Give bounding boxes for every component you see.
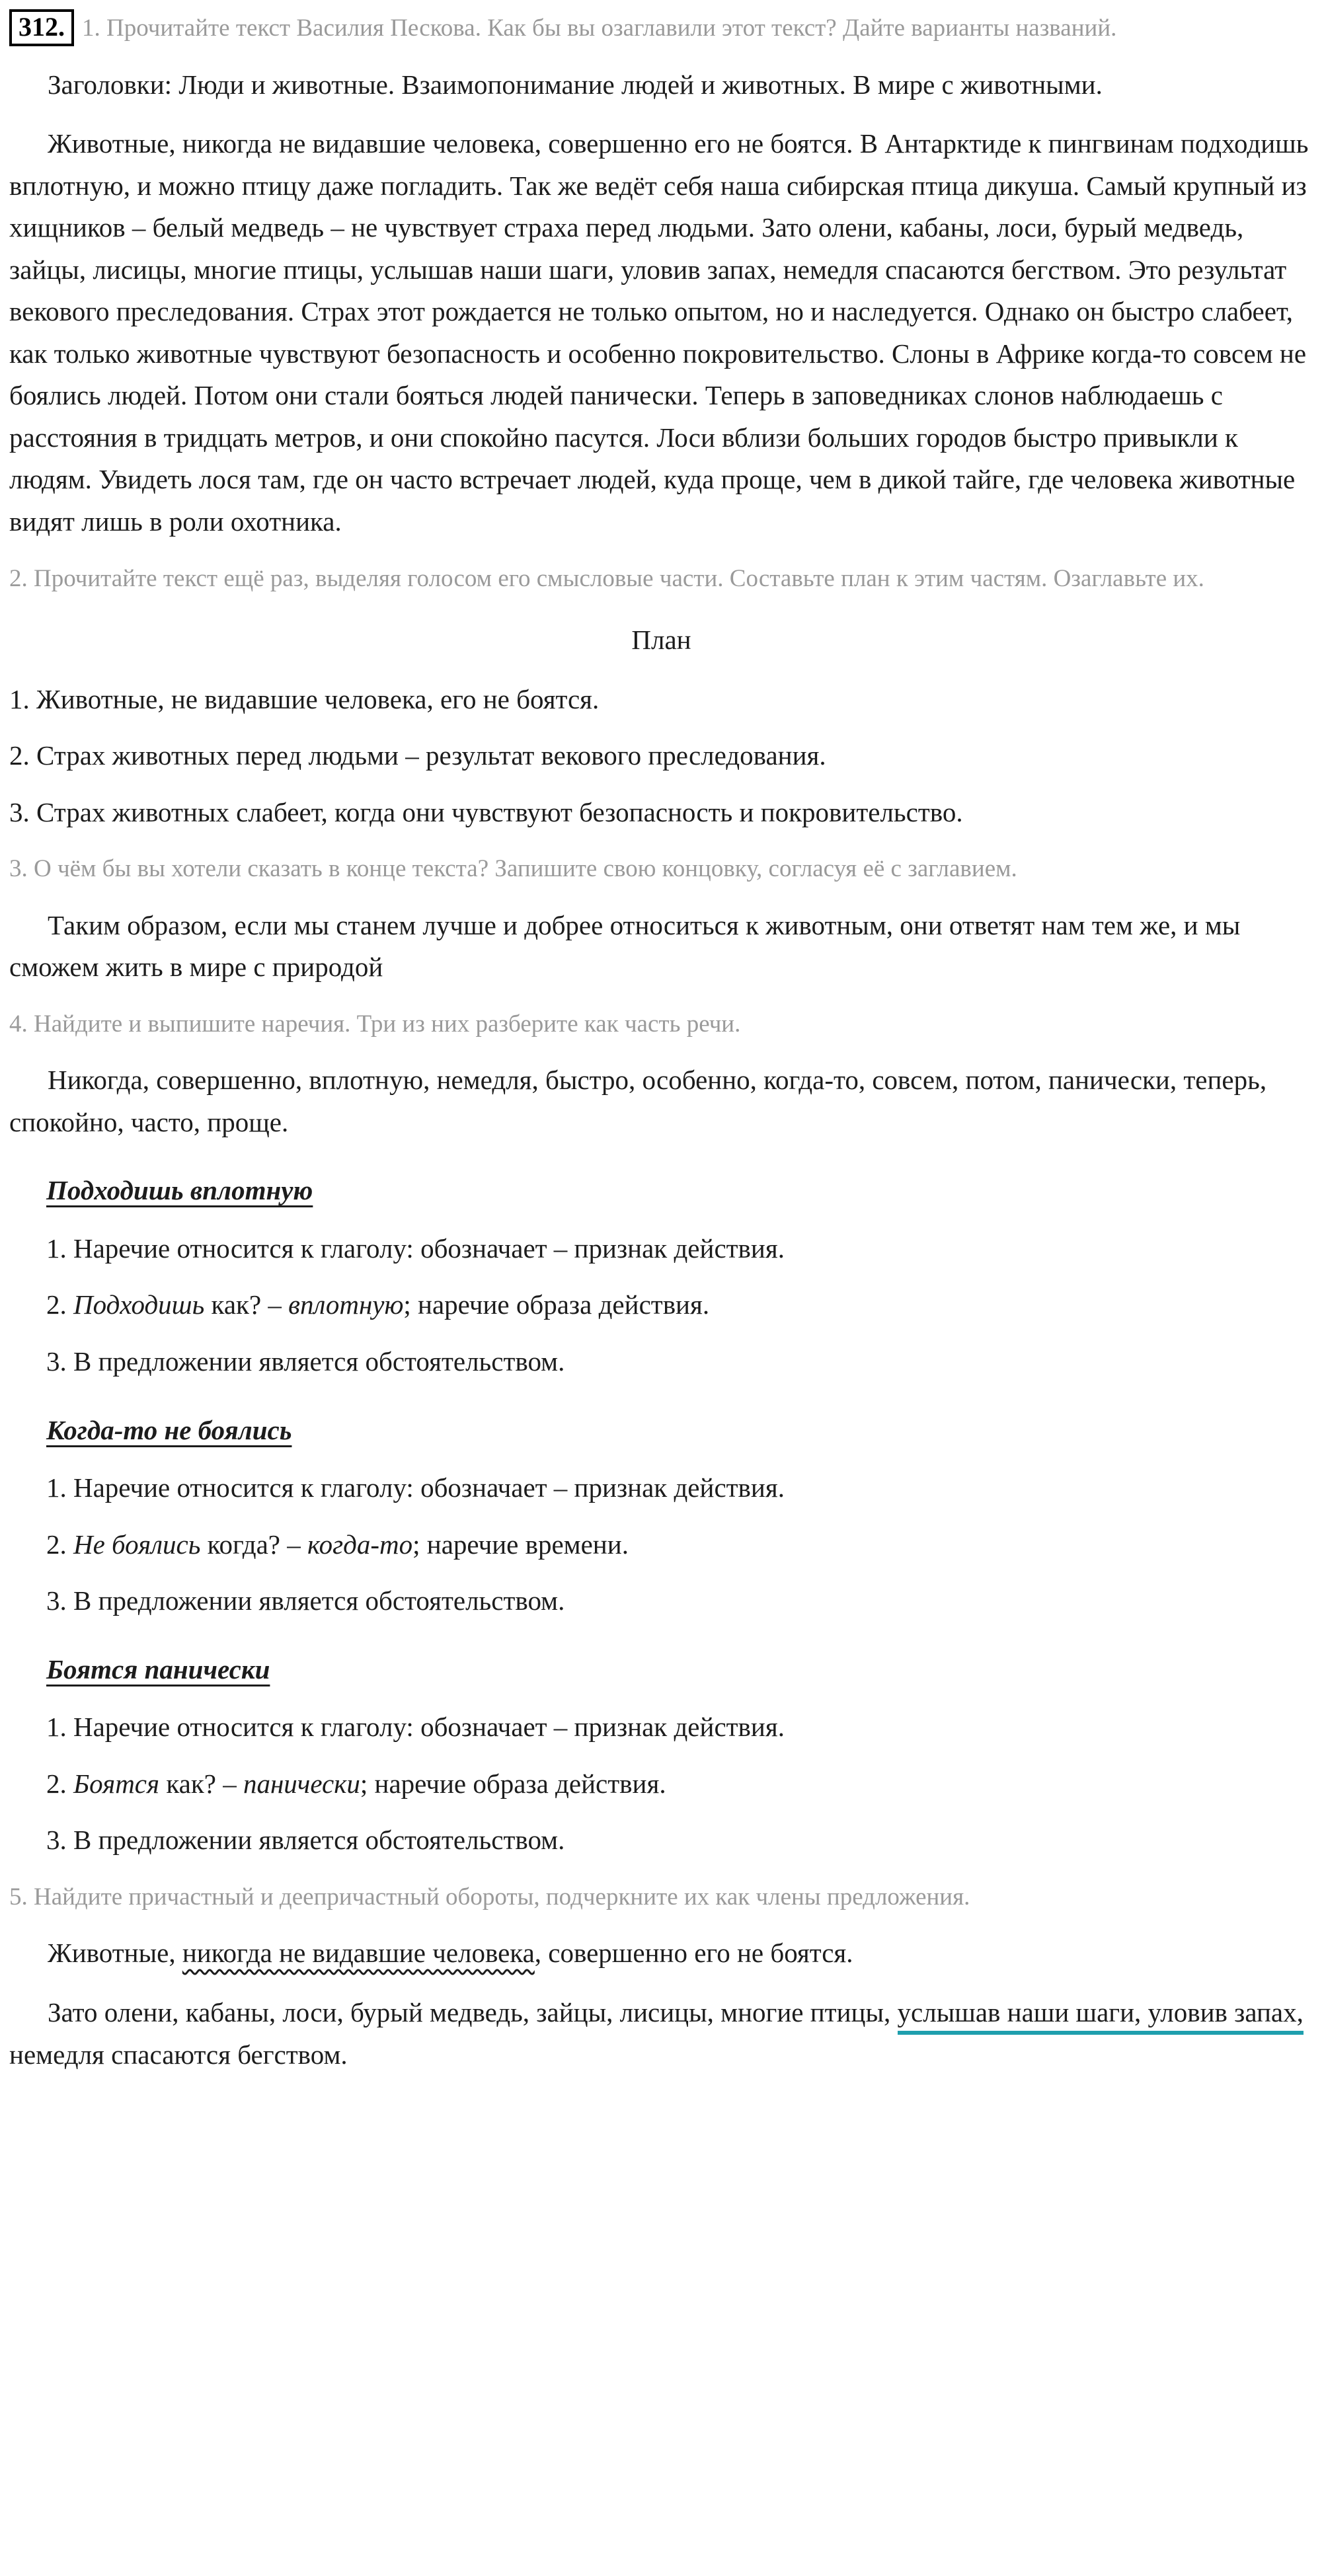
main-text-paragraph: Животные, никогда не видавшие человека, совершенно его не боятся. В Антарктиде к пингвинам подходишь вплотную, и можно птицу даже погладить. Так же ведёт себя наша сибирская птица дикуша. Самый крупный из хищников – белый медведь – не чувствует страха перед людьми. Зато олени, кабаны, лоси, бурый медведь, зайцы, лисицы, многие птицы, услышав наши шаги, уловив запах, немедля спасаются бегством. Это результат векового преследования. Страх этот рождается не только опытом, но и наследуется. Однако он быстро слабеет, как только животные чувствуют безопасность и особенно покровительство. Слоны в Африке когда-то совсем не боялись людей. Потом они стали бояться людей панически. Теперь в заповедниках слонов наблюдаешь с расстояния в тридцать метров, и они спокойно пасутся. Лоси вблизи больших городов быстро привыкли к людям. Увидеть лося там, где он часто встречает людей, куда проще, чем в дикой тайге, где человека животные видят лишь в роли охотника. bbox=[9, 128, 1309, 537]
sentence-end: немедля спасаются бегством. bbox=[9, 2039, 348, 2070]
task-4-instruction: 4. Найдите и выпишите наречия. Три из них разберите как часть речи. bbox=[9, 1010, 741, 1038]
task-1-text: 1. Прочитайте текст Василия Пескова. Как бы вы озаглавили этот текст? Дайте варианты названий. bbox=[82, 15, 1117, 42]
line-number: 2. bbox=[46, 1529, 73, 1560]
analyzed-adverb: вплотную bbox=[288, 1289, 404, 1320]
conclusion-text: ; наречие образа действия. bbox=[360, 1768, 666, 1799]
question-text: как? – bbox=[159, 1768, 243, 1799]
question-text: как? – bbox=[204, 1289, 289, 1320]
adverb-analysis-1 bbox=[9, 1170, 1313, 1383]
plan-title: План bbox=[631, 625, 691, 656]
analysis-2-title: Когда-то не боялись bbox=[46, 1414, 292, 1445]
line-number: 2. bbox=[46, 1289, 73, 1320]
adverbial-participle-sentence bbox=[9, 1992, 1313, 2076]
sentence-start: Зато олени, кабаны, лоси, бурый медведь, зайцы, лисицы, многие птицы, bbox=[48, 1997, 898, 2027]
task-5-instruction: 5. Найдите причастный и деепричастный обороты, подчеркните их как члены предложения. bbox=[9, 1883, 970, 1911]
conclusion-text: ; наречие образа действия. bbox=[403, 1289, 710, 1320]
analyzed-verb: Боятся bbox=[73, 1768, 160, 1799]
plan-item-2: 2. Страх животных перед людьми – результат векового преследования. bbox=[9, 740, 826, 771]
analysis-3-line-3: 3. В предложении является обстоятельством. bbox=[46, 1825, 565, 1856]
adverbs-list-paragraph: Никогда, совершенно, вплотную, немедля, быстро, особенно, когда-то, совсем, потом, панически, теперь, спокойно, часто, проще. bbox=[9, 1065, 1267, 1137]
plan-item-3: 3. Страх животных слабеет, когда они чувствуют безопасность и покровительство. bbox=[9, 796, 963, 827]
plan-item-1: 1. Животные, не видавшие человека, его не боятся. bbox=[9, 683, 600, 714]
titles-answer-paragraph: Заголовки: Люди и животные. Взаимопонимание людей и животных. В мире с животными. bbox=[48, 69, 1103, 100]
analysis-2-line-2 bbox=[46, 1524, 1313, 1566]
analysis-2-line-3: 3. В предложении является обстоятельством. bbox=[46, 1585, 565, 1616]
line-number: 2. bbox=[46, 1768, 73, 1799]
task-2-instruction: 2. Прочитайте текст ещё раз, выделяя голосом его смысловые части. Составьте план к этим частям. Озаглавьте их. bbox=[9, 564, 1204, 592]
sentence-start: Животные, bbox=[48, 1938, 182, 1969]
analysis-3-title: Боятся панически bbox=[46, 1653, 270, 1685]
task-1-instruction bbox=[9, 9, 1313, 47]
adverbial-phrase-underlined: услышав наши шаги, уловив запах, bbox=[898, 1997, 1304, 2035]
analysis-1-line-2 bbox=[46, 1284, 1313, 1326]
analysis-1-line-3: 3. В предложении является обстоятельством. bbox=[46, 1346, 565, 1377]
conclusion-text: ; наречие времени. bbox=[412, 1529, 629, 1560]
participial-phrase-underlined: никогда не видавшие человека bbox=[182, 1938, 535, 1969]
exercise-number-badge: 312. bbox=[9, 9, 74, 46]
analyzed-verb: Не боялись bbox=[73, 1529, 201, 1560]
sentence-end: , совершенно его не боятся. bbox=[534, 1938, 853, 1969]
analyzed-adverb: когда-то bbox=[307, 1529, 413, 1560]
task-3-instruction: 3. О чём бы вы хотели сказать в конце текста? Запишите свою концовку, согласуя её с заглавием. bbox=[9, 855, 1017, 883]
participle-sentence bbox=[9, 1932, 1313, 1975]
adverb-analysis-2 bbox=[9, 1410, 1313, 1622]
analyzed-adverb: панически bbox=[243, 1768, 360, 1799]
analysis-1-line-1: 1. Наречие относится к глаголу: обозначает – признак действия. bbox=[46, 1232, 785, 1264]
analysis-3-line-1: 1. Наречие относится к глаголу: обозначает – признак действия. bbox=[46, 1712, 785, 1743]
analysis-3-line-2 bbox=[46, 1763, 1313, 1805]
question-text: когда? – bbox=[200, 1529, 308, 1560]
analyzed-verb: Подходишь bbox=[73, 1289, 205, 1320]
analysis-2-line-1: 1. Наречие относится к глаголу: обозначает – признак действия. bbox=[46, 1472, 785, 1503]
ending-answer-paragraph: Таким образом, если мы станем лучше и добрее относиться к животным, они ответят нам тем же, и мы сможем жить в мире с природой bbox=[9, 909, 1241, 983]
adverb-analysis-3 bbox=[9, 1649, 1313, 1862]
analysis-1-title: Подходишь вплотную bbox=[46, 1175, 313, 1206]
